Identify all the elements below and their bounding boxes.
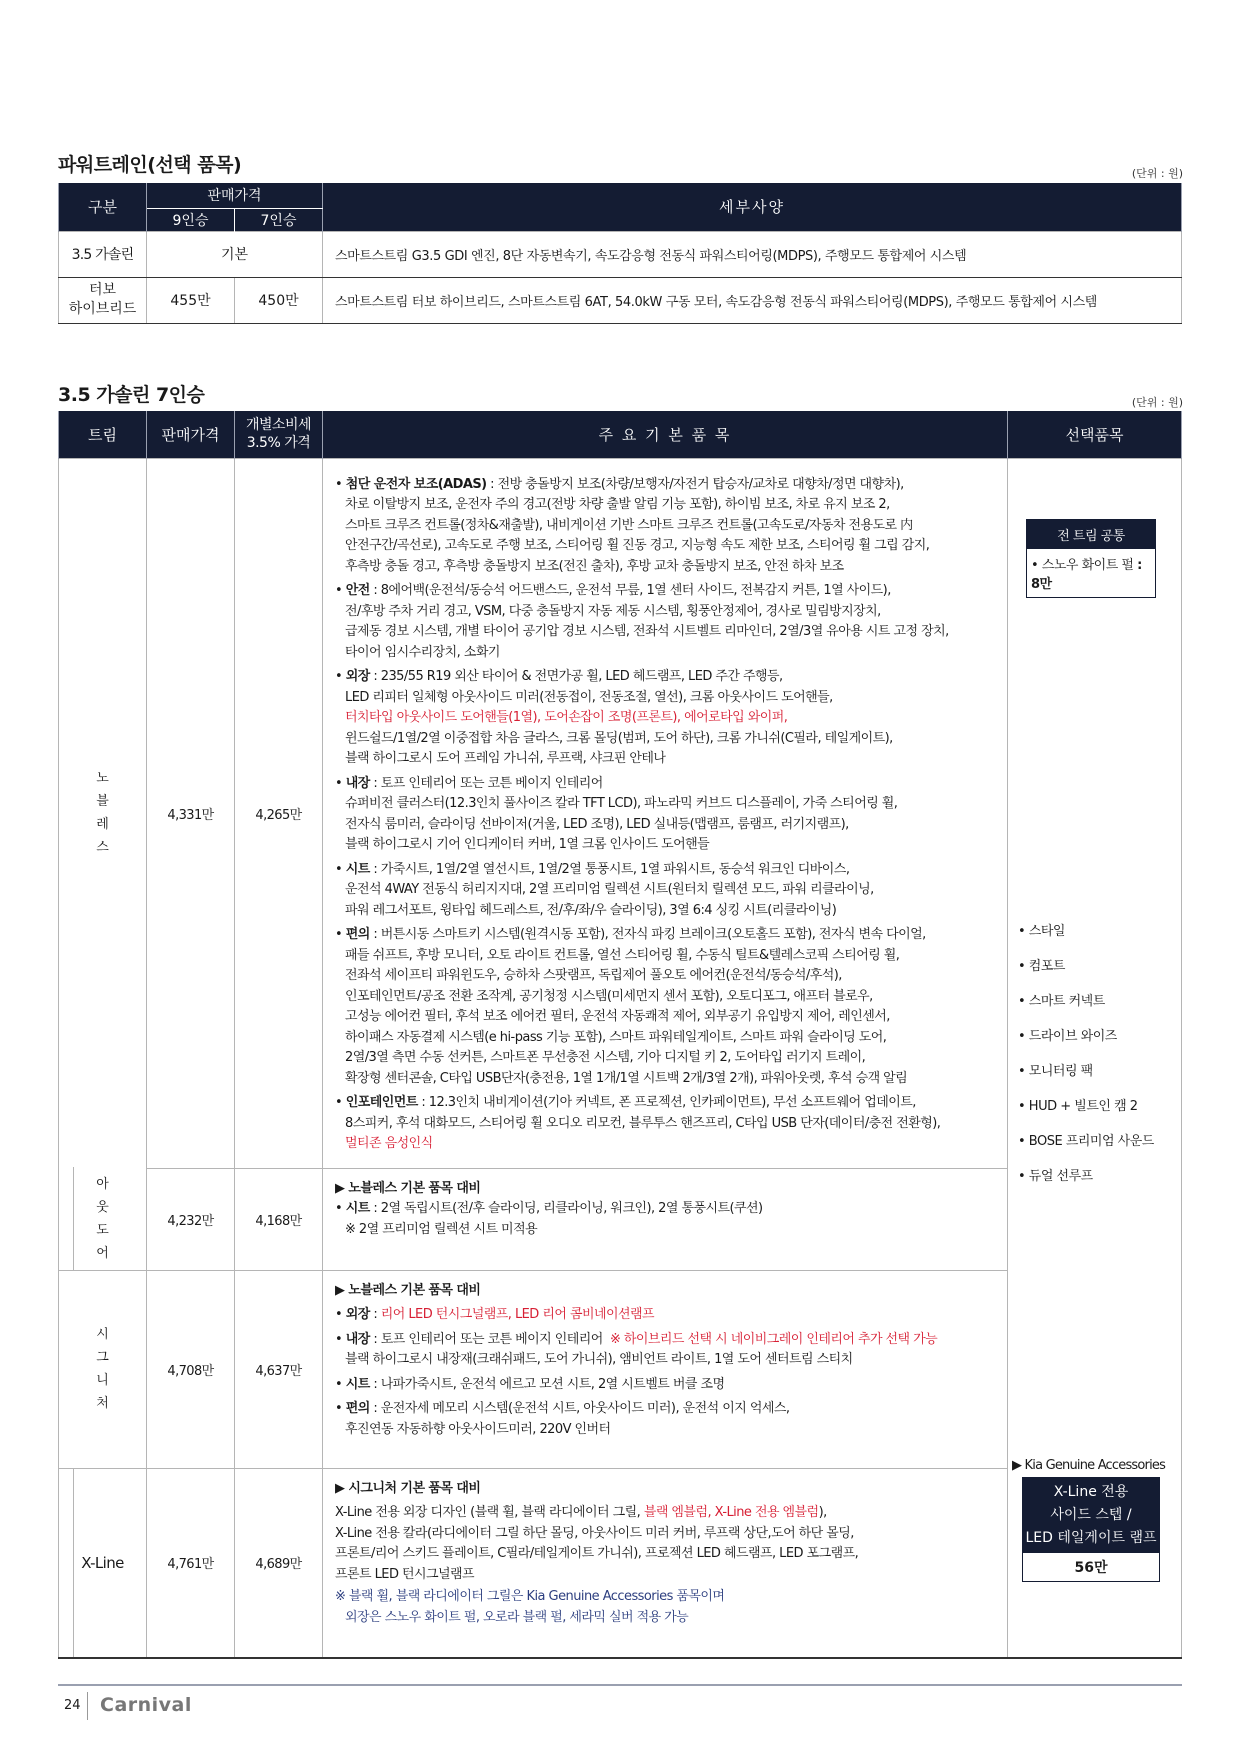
- trim-table: [58, 411, 1182, 1659]
- feature-group-seat: • 시트 : 가죽시트, 1열/2열 열선시트, 1열/2열 통풍시트, 1열 파워시트, 동승석 워크인 디바이스, 운전석 4WAY 전동식 허리지지대, 2열 프리미엄 릴렉션 시트(원터치 릴렉션 모드, 파워 리클라이닝, 파워 레그서포트, 윙타입 헤드레스트, 전/후/좌/우 슬라이딩), 3열 6:4 싱킹 시트(리클라이닝): [335, 861, 874, 918]
- trim-price: 4,708만: [147, 1270, 235, 1468]
- trim-tax-price: 4,689만: [235, 1468, 323, 1658]
- list-item[interactable]: • 듀얼 선루프: [1018, 1168, 1093, 1184]
- option-list: [1008, 914, 1181, 1194]
- row-price: 기본: [147, 231, 323, 277]
- table-row: [59, 231, 1182, 277]
- table-row: [59, 277, 1182, 323]
- footer-divider: [87, 1692, 88, 1720]
- feature-group-interior: • 내장 : 토프 인테리어 또는 코튼 베이지 인테리어 슈퍼비전 클러스터(12.3인치 풀사이즈 칼라 TFT LCD), 파노라믹 커브드 디스플레이, 가죽 스티어링 휠, 전자식 룸미러, 슬라이딩 선바이저(거울, LED 조명), LED 실내등(맵램프, 룸램프, 러기지램프), 블랙 하이그로시 기어 인디케이터 커버, 1열 크롬 인사이드 도어핸들: [335, 775, 898, 852]
- header-price: 판매가격: [147, 183, 323, 208]
- header-detail: 세부사양: [323, 183, 1182, 231]
- gasoline7-title: 3.5 가솔린 7인승: [58, 384, 205, 406]
- brand-name: Carnival: [100, 1694, 192, 1716]
- header-trim: 트림: [59, 411, 147, 458]
- list-item[interactable]: • 스타일: [1018, 923, 1065, 939]
- header-main-features: 주 요 기 본 품 목: [323, 411, 1008, 458]
- trim-name: 아 웃 도 어: [59, 1168, 147, 1270]
- list-item[interactable]: • 드라이브 와이즈: [1018, 1028, 1117, 1044]
- row-price-9: 455만: [147, 277, 235, 323]
- powertrain-title: 파워트레인(선택 품목): [58, 154, 242, 176]
- feature-list: ▶ 시그니처 기본 품목 대비 X-Line 전용 외장 디자인 (블랙 휠, 블랙 라디에이터 그릴, 블랙 엠블럼, X-Line 전용 엠블럼), X-Line 전용 칼라(라디에이터 그릴 하단 몰딩, 아웃사이드 미러 커버, 루프랙 상단,도어 하단 몰딩, 프론트/리어 스키드 플레이트, C필라/테일게이트 가니쉬), 프로젝션 LED 헤드램프, LED 포그램프, 프론트 LED 턴시그널램프 ※ 블랙 휠, 블랙 라디에이터 그릴은 Kia Genuine Accessories 품목이며 외장은 스노우 화이트 펄, 오로라 블랙 펄, 세라믹 실버 적용 가능: [323, 1468, 1008, 1658]
- accessories-heading: ▶ Kia Genuine Accessories: [1012, 1458, 1166, 1473]
- row-detail: 스마트스트림 G3.5 GDI 엔진, 8단 자동변속기, 속도감응형 전동식 파워스티어링(MDPS), 주행모드 통합제어 시스템: [323, 231, 1182, 277]
- options-column: [1008, 458, 1182, 1468]
- list-item[interactable]: • 모니터링 팩: [1018, 1063, 1093, 1079]
- exterior-red-line: 터치타입 아웃사이드 도어핸들(1열), 도어손잡이 조명(프론트), 에어로타입 와이퍼,: [345, 710, 788, 725]
- row-name: 3.5 가솔린: [59, 231, 147, 277]
- row-name: 터보 하이브리드: [59, 277, 147, 323]
- gasoline7-unit: (단위 : 원): [1131, 396, 1183, 409]
- page-number: 24: [64, 1698, 81, 1713]
- accessories-cell: [1008, 1458, 1182, 1658]
- powertrain-table: [58, 183, 1182, 324]
- common-option-box: [1026, 519, 1156, 598]
- feature-group-infotainment: • 인포테인먼트 : 12.3인치 내비게이션(기아 커넥트, 폰 프로젝션, 인카페이먼트), 무선 소프트웨어 업데이트, 8스피커, 후석 대화모드, 스티어링 휠 오디오 리모컨, 블루투스 핸즈프리, C타입 USB 단자(데이터/충전 전환형), 멀티존 음성인식: [335, 1095, 941, 1151]
- trim-name: X-Line: [59, 1468, 147, 1658]
- row-price-7: 450만: [235, 277, 323, 323]
- powertrain-unit: (단위 : 원): [1131, 167, 1183, 180]
- header-tax-price: 개별소비세 3.5% 가격: [235, 411, 323, 458]
- trim-tax-price: 4,168만: [235, 1168, 323, 1270]
- feature-list: ▶ 노블레스 기본 품목 대비 • 외장 : 리어 LED 턴시그널램프, LED 리어 콤비네이션램프 • 내장 : 토프 인테리어 또는 코튼 베이지 인테리어 ※ 하이브리드 선택 시 네이비그레이 인테리어 추가 선택 가능 블랙 하이그로시 내장재(크래쉬패드, 도어 가니쉬), 앰비언트 라이트, 1열 도어 센터트림 스티치 • 시트 : 나파가죽시트, 운전석 에르고 모션 시트, 2열 시트벨트 버클 조명 • 편의 : 운전자세 메모리 시스템(운전석 시트, 아웃사이드 미러), 운전석 이지 억세스, 후진연동 자동하향 아웃사이드미러, 220V 인버터: [323, 1270, 1008, 1468]
- feature-group-safety: • 안전 : 8에어백(운전석/동승석 어드밴스드, 운전석 무릎, 1열 센터 사이드, 전복감지 커튼, 1열 사이드), 전/후방 주차 거리 경고, VSM, 다중 충돌방지 자동 제동 시스템, 횡풍안정제어, 경사로 밀림방지장치, 급제동 경보 시스템, 개별 타이어 공기압 경보 시스템, 전좌석 시트벨트 리마인더, 2열/3열 유아용 시트 고정 장치, 타이어 임시수리장치, 소화기: [335, 583, 949, 660]
- common-option-title: 전 트림 공통: [1027, 520, 1155, 549]
- trim-row-xline: [59, 1468, 1182, 1658]
- feature-list: [323, 458, 1008, 1168]
- list-item[interactable]: • 컴포트: [1018, 958, 1065, 974]
- accessories-box[interactable]: X-Line 전용 사이드 스텝 / LED 테일게이트 램프 56만: [1022, 1477, 1160, 1582]
- list-item[interactable]: • HUD + 빌트인 캠 2: [1018, 1098, 1138, 1114]
- header-price: 판매가격: [147, 411, 235, 458]
- trim-tax-price: 4,637만: [235, 1270, 323, 1468]
- trim-name: 시 그 니 처: [59, 1270, 147, 1468]
- feature-group-convenience: • 편의 : 버튼시동 스마트키 시스템(원격시동 포함), 전자식 파킹 브레이크(오토홀드 포함), 전자식 변속 다이얼, 패들 쉬프트, 후방 모니터, 오토 라이트 컨트롤, 열선 스티어링 휠, 수동식 틸트&텔레스코픽 스티어링 휠, 전좌석 세이프티 파워윈도우, 승하차 스팟램프, 독립제어 풀오토 에어컨(운전석/동승석/후석), 인포테인먼트/공조 전환 조작계, 공기청정 시스템(미세먼지 센서 포함), 오토디포그, 애프터 블로우, 고성능 에어컨 필터, 후석 보조 에어컨 필터, 운전석 자동쾌적 제어, 외부공기 유입방지 제어, 레인센서, 하이패스 자동결제 시스템(e hi-pass 기능 포함), 스마트 파워테일게이트, 스마트 파워 슬라이딩 도어, 2열/3열 측면 수동 선커튼, 스마트폰 무선충전 시스템, 기아 디지털 키 2, 도어타입 러기지 트레이, 확장형 센터콘솔, C타입 USB단자(충전용, 1열 1개/1열 시트백 2개/3열 2개), 파워아웃렛, 후석 승객 알림: [335, 927, 926, 1086]
- header-9seat: 9인승: [147, 208, 235, 231]
- common-option-item[interactable]: • 스노우 화이트 펄 : 8만: [1031, 557, 1142, 592]
- footer-rule: [58, 1684, 1182, 1686]
- header-7seat: 7인승: [235, 208, 323, 231]
- feature-list: ▶ 노블레스 기본 품목 대비 • 시트 : 2열 독립시트(전/후 슬라이딩, 리클라이닝, 워크인), 2열 통풍시트(쿠션) ※ 2열 프리미엄 릴렉션 시트 미적용: [323, 1168, 1008, 1270]
- trim-price: 4,761만: [147, 1468, 235, 1658]
- list-item[interactable]: • 스마트 커넥트: [1018, 993, 1105, 1009]
- header-options: 선택품목: [1008, 411, 1182, 458]
- trim-price: 4,331만: [147, 458, 235, 1168]
- feature-group-exterior: • 외장 : 235/55 R19 외산 타이어 & 전면가공 휠, LED 헤드램프, LED 주간 주행등, LED 리피터 일체형 아웃사이드 미러(전동접이, 전동조절, 열선), 크롬 아웃사이드 도어핸들, 터치타입 아웃사이드 도어핸들(1열), 도어손잡이 조명(프론트), 에어로타입 와이퍼, 윈드쉴드/1열/2열 이중접합 차음 글라스, 크롬 몰딩(범퍼, 도어 하단), 크롬 가니쉬(C필라, 테일게이트), 블랙 하이그로시 도어 프레임 가니쉬, 루프랙, 샤크핀 안테나: [335, 667, 1001, 770]
- header-category: 구분: [59, 183, 147, 231]
- trim-row-noblesse: [59, 458, 1182, 1168]
- trim-price: 4,232만: [147, 1168, 235, 1270]
- trim-tax-price: 4,265만: [235, 458, 323, 1168]
- list-item[interactable]: • BOSE 프리미엄 사운드: [1018, 1133, 1154, 1149]
- trim-name: 노 블 레 스: [59, 458, 147, 1168]
- feature-group-adas: • 첨단 운전자 보조(ADAS) : 전방 충돌방지 보조(차량/보행자/자전거 탑승자/교차로 대향차/정면 대향차), 차로 이탈방지 보조, 운전자 주의 경고(전방 차량 출발 알림 기능 포함), 하이빔 보조, 차로 유지 보조 2, 스마트 크루즈 컨트롤(정차&재출발), 내비게이션 기반 스마트 크루즈 컨트롤(고속도로/자동차 전용도로 内 안전구간/곡선로), 고속도로 주행 보조, 스티어링 휠 진동 경고, 지능형 속도 제한 보조, 스티어링 휠 그립 감지, 후측방 충돌 경고, 후측방 충돌방지 보조(전진 출차), 후방 교차 충돌방지 보조, 안전 하차 보조: [335, 476, 930, 574]
- row-detail: 스마트스트림 터보 하이브리드, 스마트스트림 6AT, 54.0kW 구동 모터, 속도감응형 전동식 파워스티어링(MDPS), 주행모드 통합제어 시스템: [323, 277, 1182, 323]
